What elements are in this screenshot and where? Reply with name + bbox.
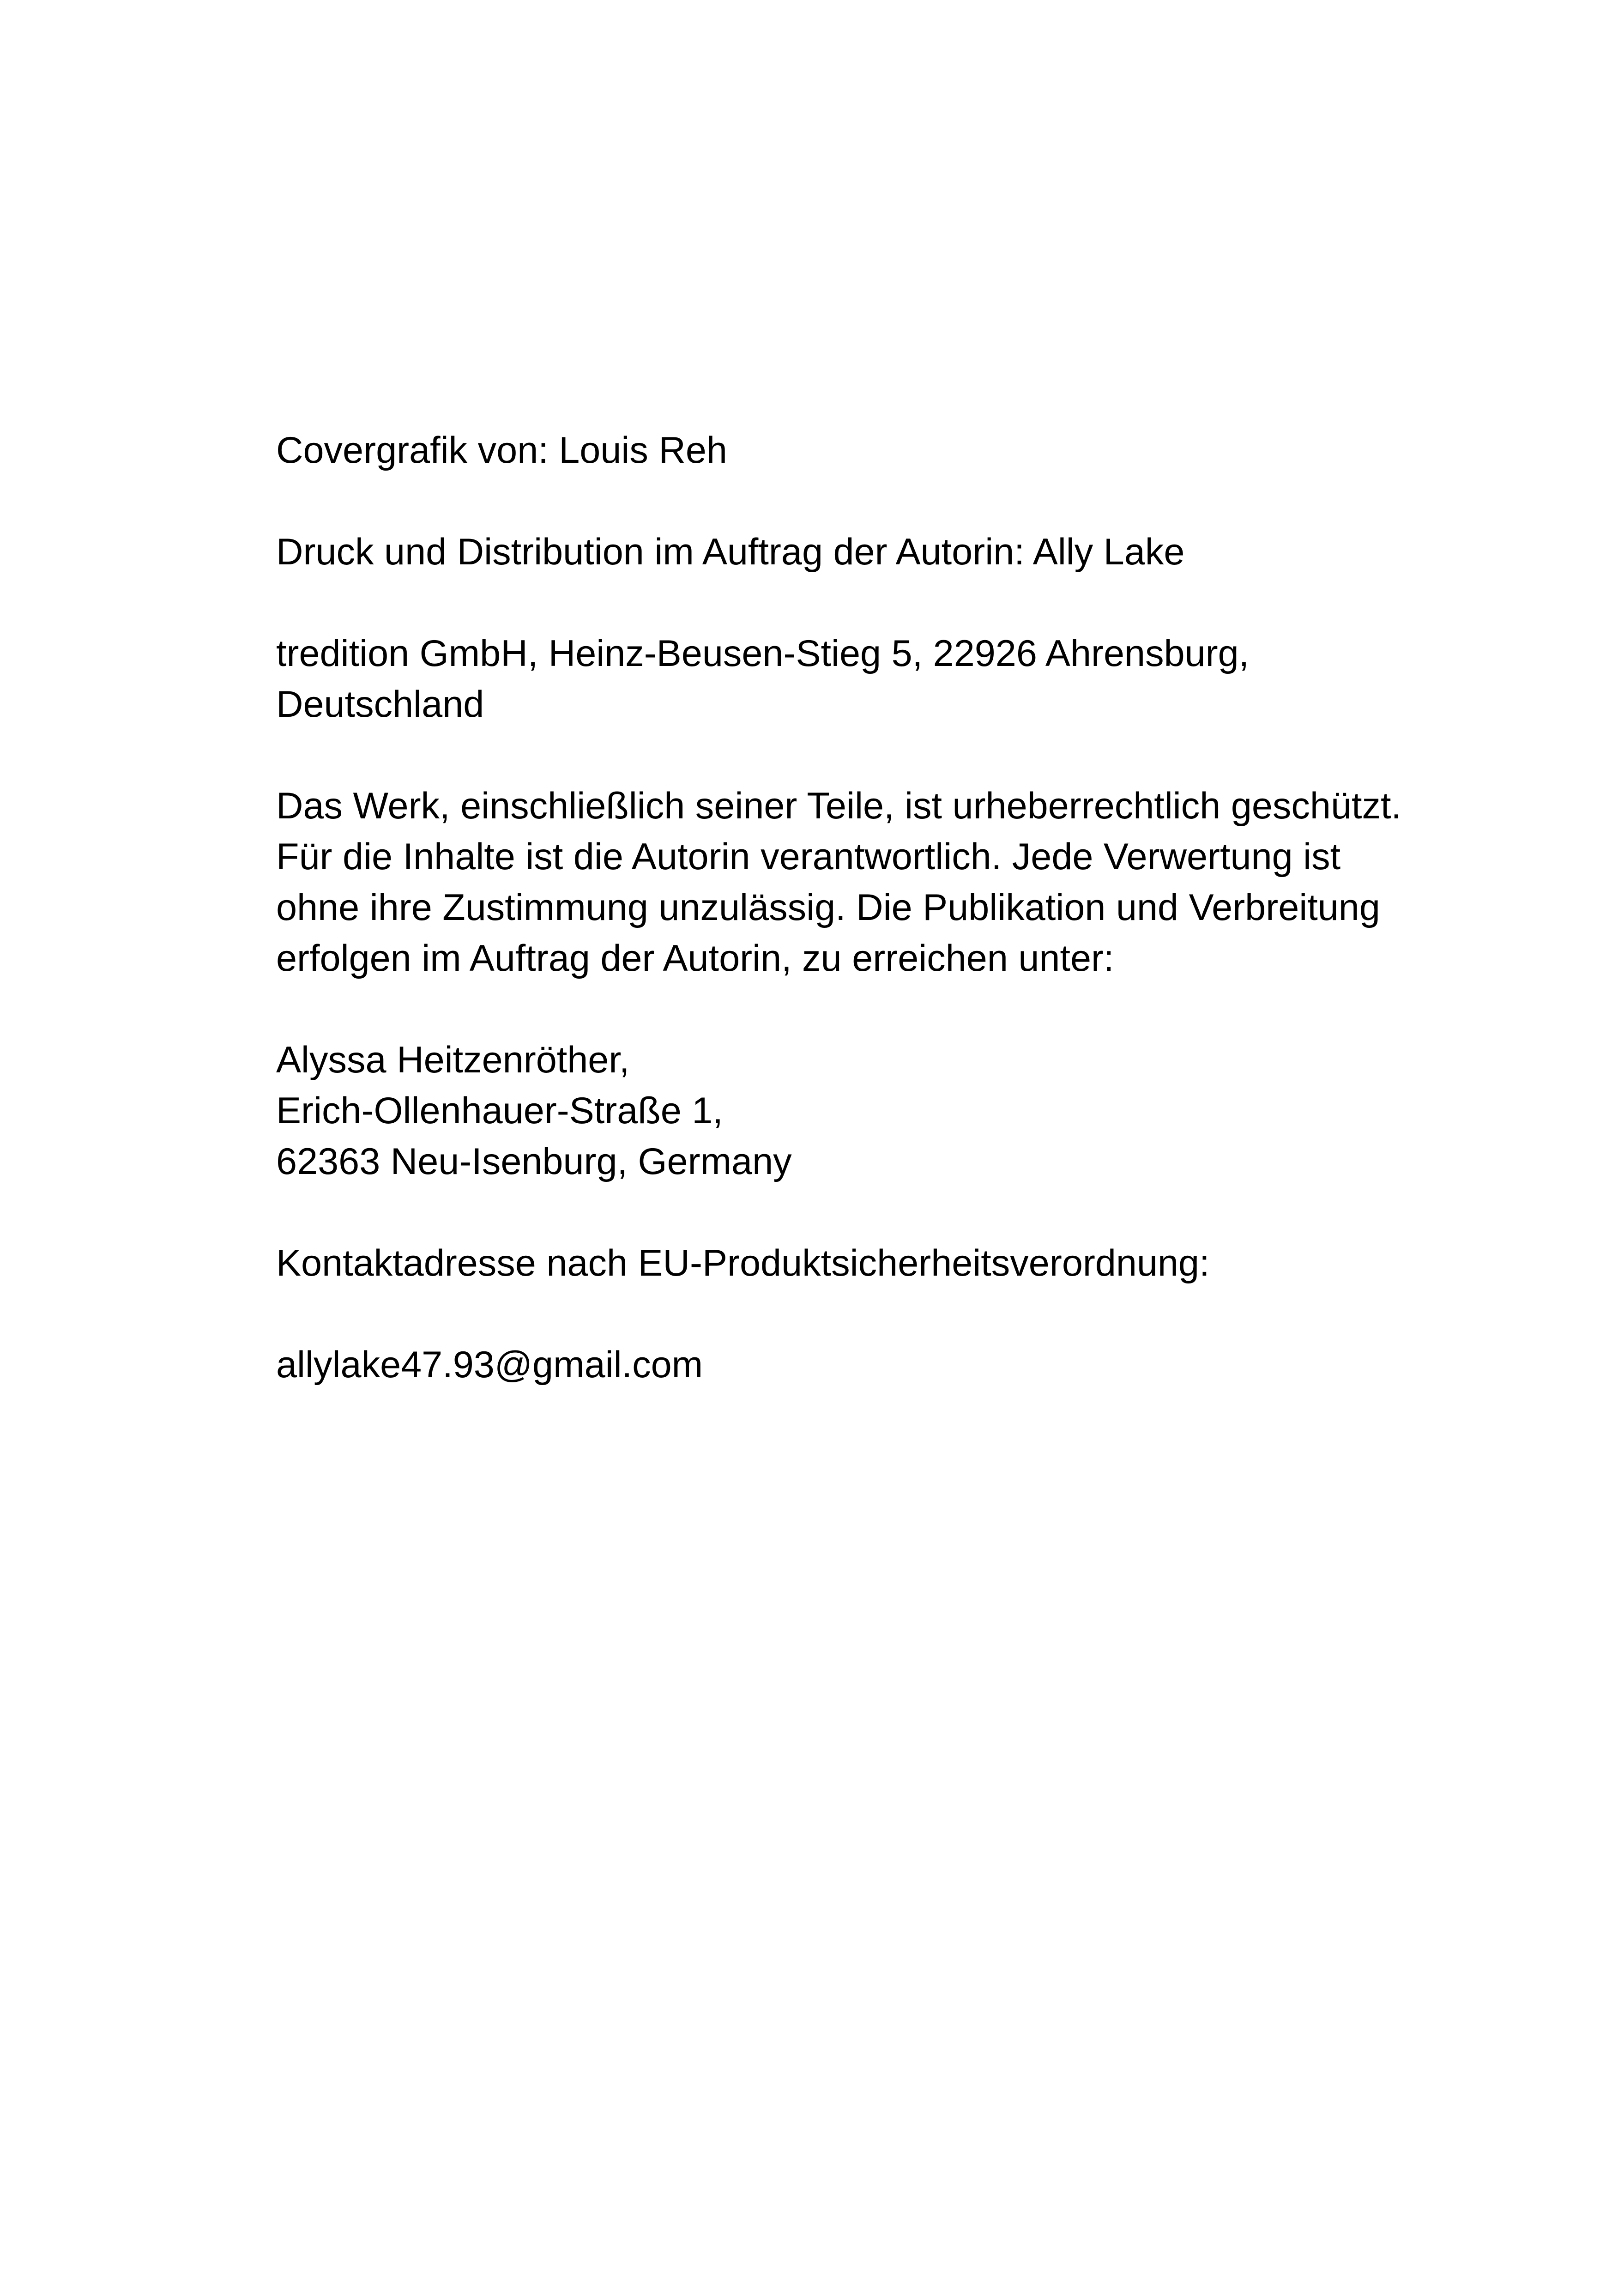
contact-email: allylake47.93@gmail.com — [276, 1344, 703, 1386]
publisher-address: tredition GmbH, Heinz-Beusen-Stieg 5, 22926 Ahrensburg, Deutschland — [276, 633, 1250, 725]
cover-credit: Covergrafik von: Louis Reh — [276, 430, 727, 471]
imprint-text-block — [276, 425, 1431, 1390]
copyright-notice: Das Werk, einschließlich seiner Teile, ist urheberrechtlich geschützt. Für die Inhalte ist die Autorin verantwortlich. Jede Verwertung ist ohne ihre Zustimmung unzulässig. Die Publikation und Verbreitung erfolgen im Auftrag der Autorin, zu erreichen unter: — [276, 785, 1402, 979]
print-distribution-note: Druck und Distribution im Auftrag der Autorin: Ally Lake — [276, 531, 1185, 573]
contact-heading: Kontaktadresse nach EU-Produktsicherheitsverordnung: — [276, 1242, 1210, 1284]
author-address: Alyssa Heitzenröther, Erich-Ollenhauer-Straße 1, 62363 Neu-Isenburg, Germany — [276, 1039, 792, 1182]
